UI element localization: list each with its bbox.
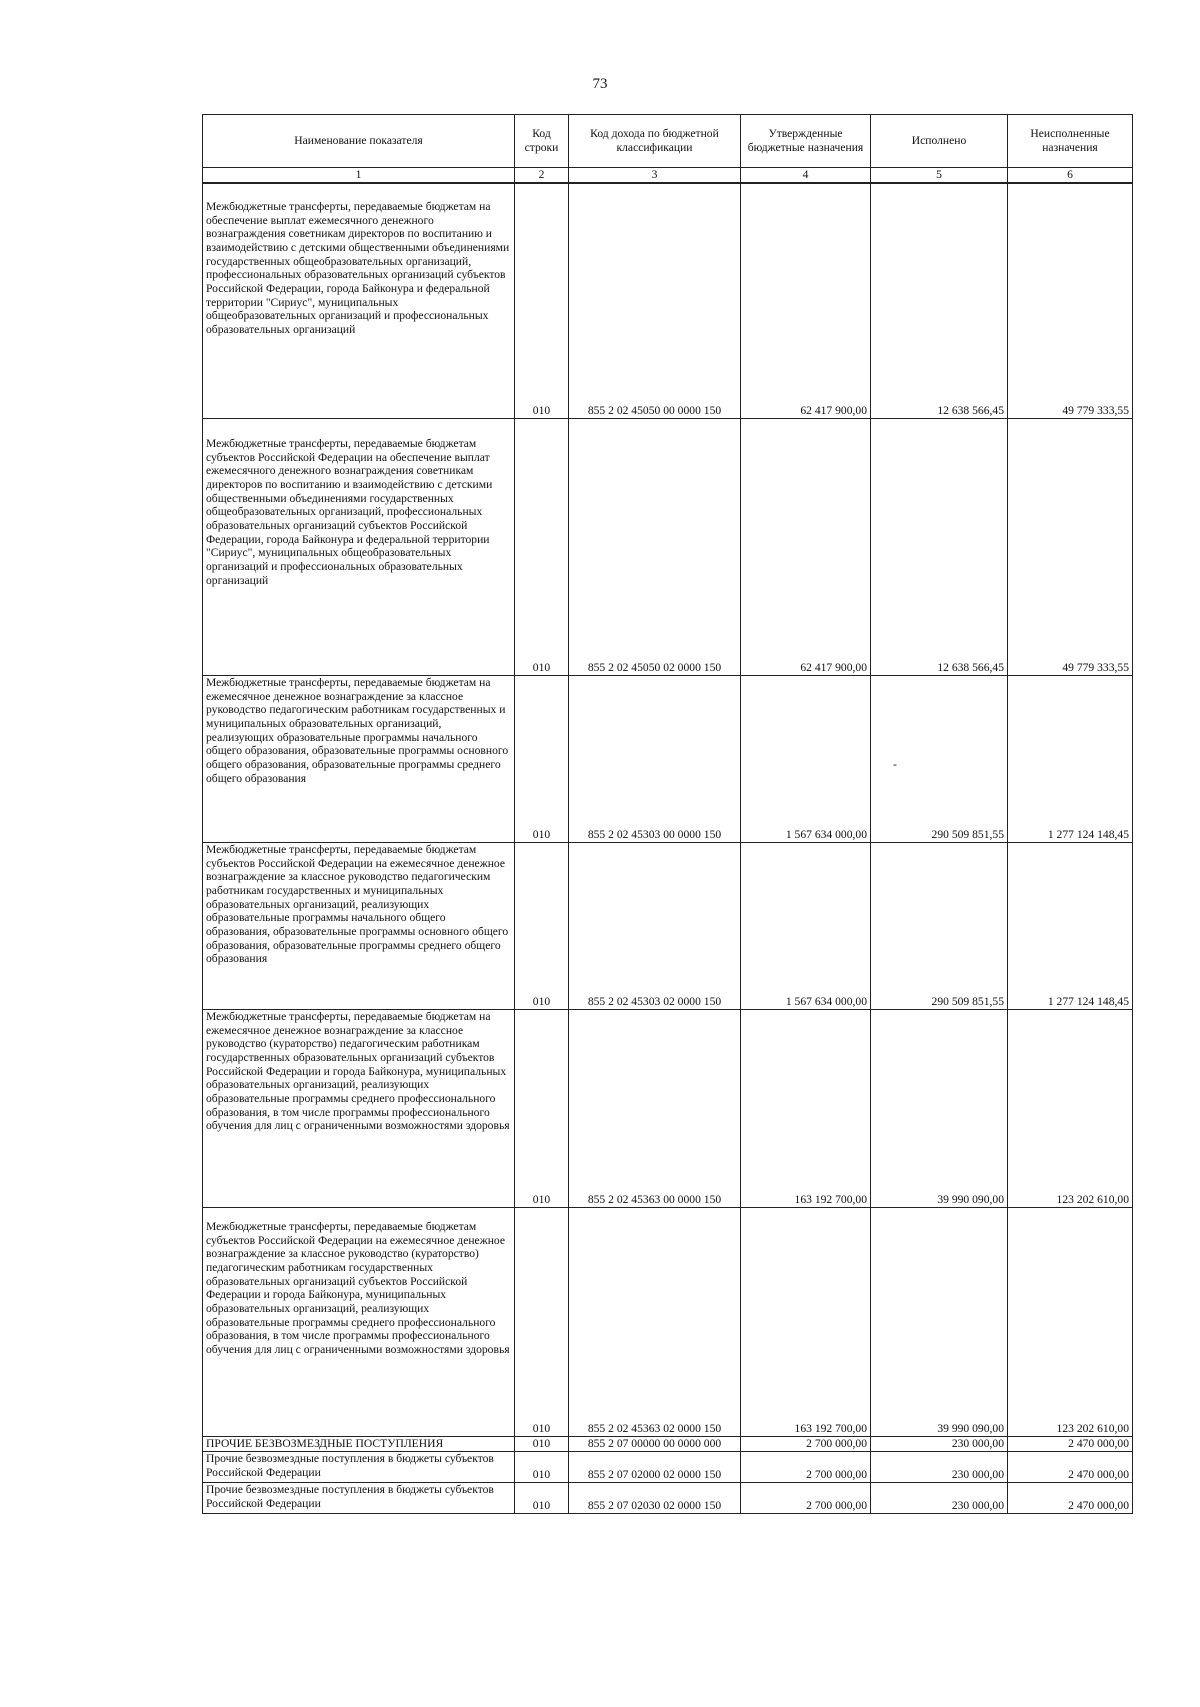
executed-amount-cell — [871, 676, 1008, 843]
line-code: 010 — [515, 1010, 569, 1208]
header-name: Наименование показателя — [203, 115, 515, 168]
line-code: 010 — [515, 1208, 569, 1437]
executed-amount: 12 638 566,45 — [871, 183, 1008, 419]
table-row — [203, 1483, 1133, 1514]
table-row — [203, 183, 1133, 419]
column-number: 3 — [569, 168, 741, 184]
header-executed: Исполнено — [871, 115, 1008, 168]
income-code: 855 2 07 02000 02 0000 150 — [569, 1452, 741, 1483]
executed-amount: 290 509 851,55 — [931, 828, 1004, 842]
unexecuted-amount: 123 202 610,00 — [1008, 1010, 1133, 1208]
executed-amount: 230 000,00 — [871, 1452, 1008, 1483]
income-code: 855 2 02 45303 00 0000 150 — [569, 676, 741, 843]
table-row — [203, 676, 1133, 843]
approved-amount: 2 700 000,00 — [741, 1452, 871, 1483]
column-number: 6 — [1008, 168, 1133, 184]
approved-amount: 163 192 700,00 — [741, 1010, 871, 1208]
executed-amount: 12 638 566,45 — [871, 419, 1008, 676]
income-code: 855 2 02 45303 02 0000 150 — [569, 843, 741, 1010]
income-code: 855 2 02 45363 02 0000 150 — [569, 1208, 741, 1437]
line-code: 010 — [515, 1452, 569, 1483]
indicator-name: ПРОЧИЕ БЕЗВОЗМЕЗДНЫЕ ПОСТУПЛЕНИЯ — [203, 1437, 515, 1452]
unexecuted-amount: 1 277 124 148,45 — [1008, 676, 1133, 843]
dash-mark: - — [893, 758, 897, 771]
approved-amount: 163 192 700,00 — [741, 1208, 871, 1437]
line-code: 010 — [515, 419, 569, 676]
approved-amount: 62 417 900,00 — [741, 183, 871, 419]
header-approved: Утвержденные бюджетные назначения — [741, 115, 871, 168]
unexecuted-amount: 2 470 000,00 — [1008, 1452, 1133, 1483]
approved-amount: 62 417 900,00 — [741, 419, 871, 676]
header-line-code: Код строки — [515, 115, 569, 168]
unexecuted-amount: 49 779 333,55 — [1008, 419, 1133, 676]
line-code: 010 — [515, 1483, 569, 1514]
unexecuted-amount: 123 202 610,00 — [1008, 1208, 1133, 1437]
income-code: 855 2 02 45363 00 0000 150 — [569, 1010, 741, 1208]
line-code: 010 — [515, 183, 569, 419]
indicator-name: Прочие безвозмездные поступления в бюджеты субъектов Российской Федерации — [203, 1452, 515, 1483]
column-numbers-row — [203, 168, 1133, 184]
approved-amount: 2 700 000,00 — [741, 1437, 871, 1452]
line-code: 010 — [515, 843, 569, 1010]
executed-amount: 39 990 090,00 — [871, 1208, 1008, 1437]
indicator-name: Межбюджетные трансферты, передаваемые бюджетам субъектов Российской Федерации на ежемесячное денежное вознаграждение за классное руководство (кураторство) педагогическим работникам государственных образовательных организаций субъектов Российской Федерации и города Байконура, муниципальных образовательных организаций, реализующих образовательные программы среднего профессионального образования, в том числе программы профессионального обучения для лиц с ограниченными возможностями здоровья — [203, 1208, 515, 1437]
table-row — [203, 1010, 1133, 1208]
approved-amount: 1 567 634 000,00 — [741, 676, 871, 843]
table-row — [203, 1437, 1133, 1452]
indicator-name: Прочие безвозмездные поступления в бюджеты субъектов Российской Федерации — [203, 1483, 515, 1514]
indicator-name: Межбюджетные трансферты, передаваемые бюджетам субъектов Российской Федерации на обеспечение выплат ежемесячного денежного вознаграждения советникам директоров по воспитанию и взаимодействию с детскими общественными объединениями государственных общеобразовательных организаций, профессиональных образовательных организаций субъектов Российской Федерации, города Байконура и федеральной территории "Сириус", муниципальных общеобразовательных организаций и профессиональных образовательных организаций — [203, 419, 515, 676]
line-code: 010 — [515, 1437, 569, 1452]
unexecuted-amount: 2 470 000,00 — [1008, 1437, 1133, 1452]
executed-amount: 39 990 090,00 — [871, 1010, 1008, 1208]
header-income-code: Код дохода по бюджетной классификации — [569, 115, 741, 168]
income-code: 855 2 02 45050 02 0000 150 — [569, 419, 741, 676]
line-code: 010 — [515, 676, 569, 843]
indicator-name: Межбюджетные трансферты, передаваемые бюджетам на ежемесячное денежное вознаграждение за классное руководство педагогическим работникам государственных и муниципальных образовательных организаций, реализующих образовательные программы начального общего образования, образовательные программы основного общего образования, образовательные программы среднего общего образования — [203, 676, 515, 843]
unexecuted-amount: 2 470 000,00 — [1008, 1483, 1133, 1514]
unexecuted-amount: 1 277 124 148,45 — [1008, 843, 1133, 1010]
table-row — [203, 843, 1133, 1010]
unexecuted-amount: 49 779 333,55 — [1008, 183, 1133, 419]
column-number: 5 — [871, 168, 1008, 184]
approved-amount: 2 700 000,00 — [741, 1483, 871, 1514]
executed-amount: 230 000,00 — [871, 1437, 1008, 1452]
page-number: 73 — [592, 76, 608, 92]
income-code: 855 2 07 02030 02 0000 150 — [569, 1483, 741, 1514]
column-number: 4 — [741, 168, 871, 184]
table-row — [203, 1452, 1133, 1483]
column-number: 1 — [203, 168, 515, 184]
income-code: 855 2 07 00000 00 0000 000 — [569, 1437, 741, 1452]
indicator-name: Межбюджетные трансферты, передаваемые бюджетам субъектов Российской Федерации на ежемесячное денежное вознаграждение за классное руководство педагогическим работникам государственных и муниципальных образовательных организаций, реализующих образовательные программы начального общего образования, образовательные программы основного общего образования, образовательные программы среднего общего образования — [203, 843, 515, 1010]
table-header-row — [203, 115, 1133, 168]
indicator-name: Межбюджетные трансферты, передаваемые бюджетам на ежемесячное денежное вознаграждение за классное руководство (кураторство) педагогическим работникам государственных образовательных организаций субъектов Российской Федерации и города Байконура, муниципальных образовательных организаций, реализующих образовательные программы среднего профессионального образования, в том числе программы профессионального обучения для лиц с ограниченными возможностями здоровья — [203, 1010, 515, 1208]
income-code: 855 2 02 45050 00 0000 150 — [569, 183, 741, 419]
approved-amount: 1 567 634 000,00 — [741, 843, 871, 1010]
column-number: 2 — [515, 168, 569, 184]
table-row — [203, 419, 1133, 676]
executed-amount: 230 000,00 — [871, 1483, 1008, 1514]
header-unexecuted: Неисполненные назначения — [1008, 115, 1133, 168]
table-row — [203, 1208, 1133, 1437]
executed-amount: 290 509 851,55 — [871, 843, 1008, 1010]
indicator-name: Межбюджетные трансферты, передаваемые бюджетам на обеспечение выплат ежемесячного денежного вознаграждения советникам директоров по воспитанию и взаимодействию с детскими общественными объединениями государственных общеобразовательных организаций, профессиональных образовательных организаций субъектов Российской Федерации, города Байконура и федеральной территории "Сириус", муниципальных общеобразовательных организаций и профессиональных образовательных организаций — [203, 183, 515, 419]
budget-execution-table — [202, 114, 1133, 1514]
